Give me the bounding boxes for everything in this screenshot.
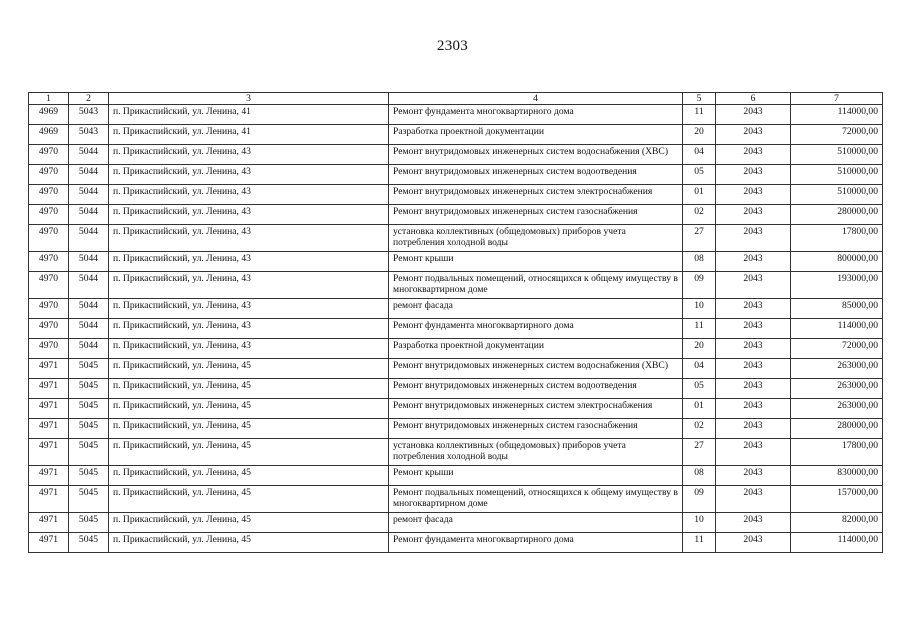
object-id-cell: 5043: [69, 125, 109, 145]
cost-cell: 510000,00: [791, 165, 883, 185]
cost-cell: 72000,00: [791, 125, 883, 145]
address-cell: п. Прикаспийский, ул. Ленина, 43: [109, 252, 389, 272]
cost-cell: 510000,00: [791, 145, 883, 165]
table-row: [29, 252, 883, 272]
cost-cell: 263000,00: [791, 359, 883, 379]
object-id-cell: 5044: [69, 339, 109, 359]
row-number-cell: 4970: [29, 185, 69, 205]
object-id-cell: 5045: [69, 419, 109, 439]
object-id-cell: 5045: [69, 399, 109, 419]
object-id-cell: 5044: [69, 185, 109, 205]
object-id-cell: 5044: [69, 225, 109, 252]
year-cell: 2043: [716, 145, 791, 165]
address-cell: п. Прикаспийский, ул. Ленина, 45: [109, 513, 389, 533]
object-id-cell: 5044: [69, 252, 109, 272]
year-cell: 2043: [716, 272, 791, 299]
table-row: [29, 105, 883, 125]
object-id-cell: 5044: [69, 145, 109, 165]
row-number-cell: 4970: [29, 165, 69, 185]
table-row: [29, 319, 883, 339]
work-type-cell: Ремонт внутридомовых инженерных систем газоснабжения: [389, 419, 683, 439]
work-code-cell: 02: [683, 205, 716, 225]
row-number-cell: 4971: [29, 419, 69, 439]
work-type-cell: Ремонт фундамента многоквартирного дома: [389, 533, 683, 553]
address-cell: п. Прикаспийский, ул. Ленина, 45: [109, 439, 389, 466]
cost-cell: 85000,00: [791, 299, 883, 319]
row-number-cell: 4970: [29, 272, 69, 299]
work-code-cell: 11: [683, 533, 716, 553]
address-cell: п. Прикаспийский, ул. Ленина, 45: [109, 486, 389, 513]
cost-cell: 830000,00: [791, 466, 883, 486]
table-row: [29, 359, 883, 379]
column-number-3: 3: [109, 93, 389, 105]
address-cell: п. Прикаспийский, ул. Ленина, 45: [109, 359, 389, 379]
address-cell: п. Прикаспийский, ул. Ленина, 43: [109, 165, 389, 185]
year-cell: 2043: [716, 486, 791, 513]
year-cell: 2043: [716, 513, 791, 533]
table-row: [29, 299, 883, 319]
works-table: [28, 92, 883, 553]
table-row: [29, 339, 883, 359]
work-code-cell: 27: [683, 439, 716, 466]
year-cell: 2043: [716, 533, 791, 553]
cost-cell: 114000,00: [791, 105, 883, 125]
work-code-cell: 20: [683, 339, 716, 359]
address-cell: п. Прикаспийский, ул. Ленина, 43: [109, 299, 389, 319]
cost-cell: 17800,00: [791, 225, 883, 252]
column-number-2: 2: [69, 93, 109, 105]
address-cell: п. Прикаспийский, ул. Ленина, 45: [109, 466, 389, 486]
work-code-cell: 08: [683, 466, 716, 486]
work-code-cell: 20: [683, 125, 716, 145]
table-body: [29, 105, 883, 553]
work-type-cell: установка коллективных (общедомовых) приборов учета потребления холодной воды: [389, 225, 683, 252]
address-cell: п. Прикаспийский, ул. Ленина, 45: [109, 533, 389, 553]
table-row: [29, 439, 883, 466]
object-id-cell: 5045: [69, 466, 109, 486]
address-cell: п. Прикаспийский, ул. Ленина, 43: [109, 272, 389, 299]
work-type-cell: Ремонт внутридомовых инженерных систем электроснабжения: [389, 399, 683, 419]
year-cell: 2043: [716, 125, 791, 145]
year-cell: 2043: [716, 205, 791, 225]
work-type-cell: Разработка проектной документации: [389, 339, 683, 359]
address-cell: п. Прикаспийский, ул. Ленина, 41: [109, 125, 389, 145]
row-number-cell: 4970: [29, 225, 69, 252]
work-type-cell: Ремонт внутридомовых инженерных систем водоснабжения (ХВС): [389, 359, 683, 379]
table-row: [29, 399, 883, 419]
work-code-cell: 10: [683, 299, 716, 319]
object-id-cell: 5045: [69, 486, 109, 513]
table-row: [29, 205, 883, 225]
work-code-cell: 10: [683, 513, 716, 533]
work-code-cell: 02: [683, 419, 716, 439]
year-cell: 2043: [716, 466, 791, 486]
table-row: [29, 419, 883, 439]
table-row: [29, 486, 883, 513]
work-code-cell: 01: [683, 185, 716, 205]
object-id-cell: 5045: [69, 359, 109, 379]
work-type-cell: Ремонт крыши: [389, 252, 683, 272]
address-cell: п. Прикаспийский, ул. Ленина, 43: [109, 339, 389, 359]
row-number-cell: 4971: [29, 399, 69, 419]
work-code-cell: 01: [683, 399, 716, 419]
work-type-cell: Ремонт крыши: [389, 466, 683, 486]
row-number-cell: 4970: [29, 145, 69, 165]
cost-cell: 157000,00: [791, 486, 883, 513]
row-number-cell: 4971: [29, 533, 69, 553]
work-type-cell: Ремонт фундамента многоквартирного дома: [389, 105, 683, 125]
column-number-6: 6: [716, 93, 791, 105]
year-cell: 2043: [716, 379, 791, 399]
cost-cell: 82000,00: [791, 513, 883, 533]
work-code-cell: 11: [683, 319, 716, 339]
work-type-cell: Разработка проектной документации: [389, 125, 683, 145]
column-number-7: 7: [791, 93, 883, 105]
row-number-cell: 4971: [29, 359, 69, 379]
object-id-cell: 5044: [69, 299, 109, 319]
cost-cell: 193000,00: [791, 272, 883, 299]
year-cell: 2043: [716, 105, 791, 125]
row-number-cell: 4971: [29, 513, 69, 533]
address-cell: п. Прикаспийский, ул. Ленина, 43: [109, 319, 389, 339]
row-number-cell: 4970: [29, 252, 69, 272]
row-number-cell: 4969: [29, 125, 69, 145]
table-row: [29, 272, 883, 299]
object-id-cell: 5045: [69, 439, 109, 466]
object-id-cell: 5044: [69, 165, 109, 185]
table-row: [29, 145, 883, 165]
work-code-cell: 04: [683, 359, 716, 379]
address-cell: п. Прикаспийский, ул. Ленина, 45: [109, 419, 389, 439]
table-row: [29, 125, 883, 145]
year-cell: 2043: [716, 399, 791, 419]
address-cell: п. Прикаспийский, ул. Ленина, 43: [109, 145, 389, 165]
cost-cell: 72000,00: [791, 339, 883, 359]
table-row: [29, 533, 883, 553]
object-id-cell: 5044: [69, 319, 109, 339]
work-type-cell: ремонт фасада: [389, 513, 683, 533]
object-id-cell: 5044: [69, 205, 109, 225]
work-code-cell: 04: [683, 145, 716, 165]
cost-cell: 280000,00: [791, 205, 883, 225]
object-id-cell: 5045: [69, 533, 109, 553]
table-row: [29, 379, 883, 399]
cost-cell: 800000,00: [791, 252, 883, 272]
work-code-cell: 05: [683, 165, 716, 185]
year-cell: 2043: [716, 339, 791, 359]
row-number-cell: 4970: [29, 319, 69, 339]
work-type-cell: установка коллективных (общедомовых) приборов учета потребления холодной воды: [389, 439, 683, 466]
work-code-cell: 27: [683, 225, 716, 252]
year-cell: 2043: [716, 185, 791, 205]
address-cell: п. Прикаспийский, ул. Ленина, 43: [109, 185, 389, 205]
column-number-5: 5: [683, 93, 716, 105]
work-code-cell: 08: [683, 252, 716, 272]
row-number-cell: 4971: [29, 439, 69, 466]
row-number-cell: 4970: [29, 205, 69, 225]
work-code-cell: 11: [683, 105, 716, 125]
address-cell: п. Прикаспийский, ул. Ленина, 43: [109, 205, 389, 225]
cost-cell: 263000,00: [791, 379, 883, 399]
page-number: 2303: [436, 38, 469, 54]
table-row: [29, 225, 883, 252]
row-number-cell: 4970: [29, 299, 69, 319]
row-number-cell: 4971: [29, 379, 69, 399]
work-code-cell: 05: [683, 379, 716, 399]
table-header: [29, 93, 883, 105]
cost-cell: 114000,00: [791, 319, 883, 339]
row-number-cell: 4969: [29, 105, 69, 125]
address-cell: п. Прикаспийский, ул. Ленина, 41: [109, 105, 389, 125]
work-code-cell: 09: [683, 272, 716, 299]
year-cell: 2043: [716, 252, 791, 272]
row-number-cell: 4970: [29, 339, 69, 359]
work-type-cell: Ремонт фундамента многоквартирного дома: [389, 319, 683, 339]
work-type-cell: Ремонт подвальных помещений, относящихся к общему имуществу в многоквартирном доме: [389, 486, 683, 513]
column-number-1: 1: [29, 93, 69, 105]
address-cell: п. Прикаспийский, ул. Ленина, 45: [109, 399, 389, 419]
table-row: [29, 466, 883, 486]
cost-cell: 510000,00: [791, 185, 883, 205]
cost-cell: 263000,00: [791, 399, 883, 419]
work-type-cell: Ремонт внутридомовых инженерных систем водоснабжения (ХВС): [389, 145, 683, 165]
object-id-cell: 5045: [69, 379, 109, 399]
year-cell: 2043: [716, 299, 791, 319]
cost-cell: 280000,00: [791, 419, 883, 439]
year-cell: 2043: [716, 165, 791, 185]
year-cell: 2043: [716, 439, 791, 466]
object-id-cell: 5043: [69, 105, 109, 125]
year-cell: 2043: [716, 225, 791, 252]
year-cell: 2043: [716, 359, 791, 379]
work-type-cell: Ремонт подвальных помещений, относящихся к общему имуществу в многоквартирном доме: [389, 272, 683, 299]
work-type-cell: Ремонт внутридомовых инженерных систем газоснабжения: [389, 205, 683, 225]
work-type-cell: Ремонт внутридомовых инженерных систем водоотведения: [389, 165, 683, 185]
object-id-cell: 5044: [69, 272, 109, 299]
header-row: [29, 93, 883, 105]
row-number-cell: 4971: [29, 466, 69, 486]
work-type-cell: Ремонт внутридомовых инженерных систем электроснабжения: [389, 185, 683, 205]
year-cell: 2043: [716, 319, 791, 339]
work-type-cell: ремонт фасада: [389, 299, 683, 319]
cost-cell: 17800,00: [791, 439, 883, 466]
table-row: [29, 185, 883, 205]
address-cell: п. Прикаспийский, ул. Ленина, 43: [109, 225, 389, 252]
work-type-cell: Ремонт внутридомовых инженерных систем водоотведения: [389, 379, 683, 399]
row-number-cell: 4971: [29, 486, 69, 513]
cost-cell: 114000,00: [791, 533, 883, 553]
table-row: [29, 165, 883, 185]
address-cell: п. Прикаспийский, ул. Ленина, 45: [109, 379, 389, 399]
work-code-cell: 09: [683, 486, 716, 513]
object-id-cell: 5045: [69, 513, 109, 533]
year-cell: 2043: [716, 419, 791, 439]
table-row: [29, 513, 883, 533]
column-number-4: 4: [389, 93, 683, 105]
